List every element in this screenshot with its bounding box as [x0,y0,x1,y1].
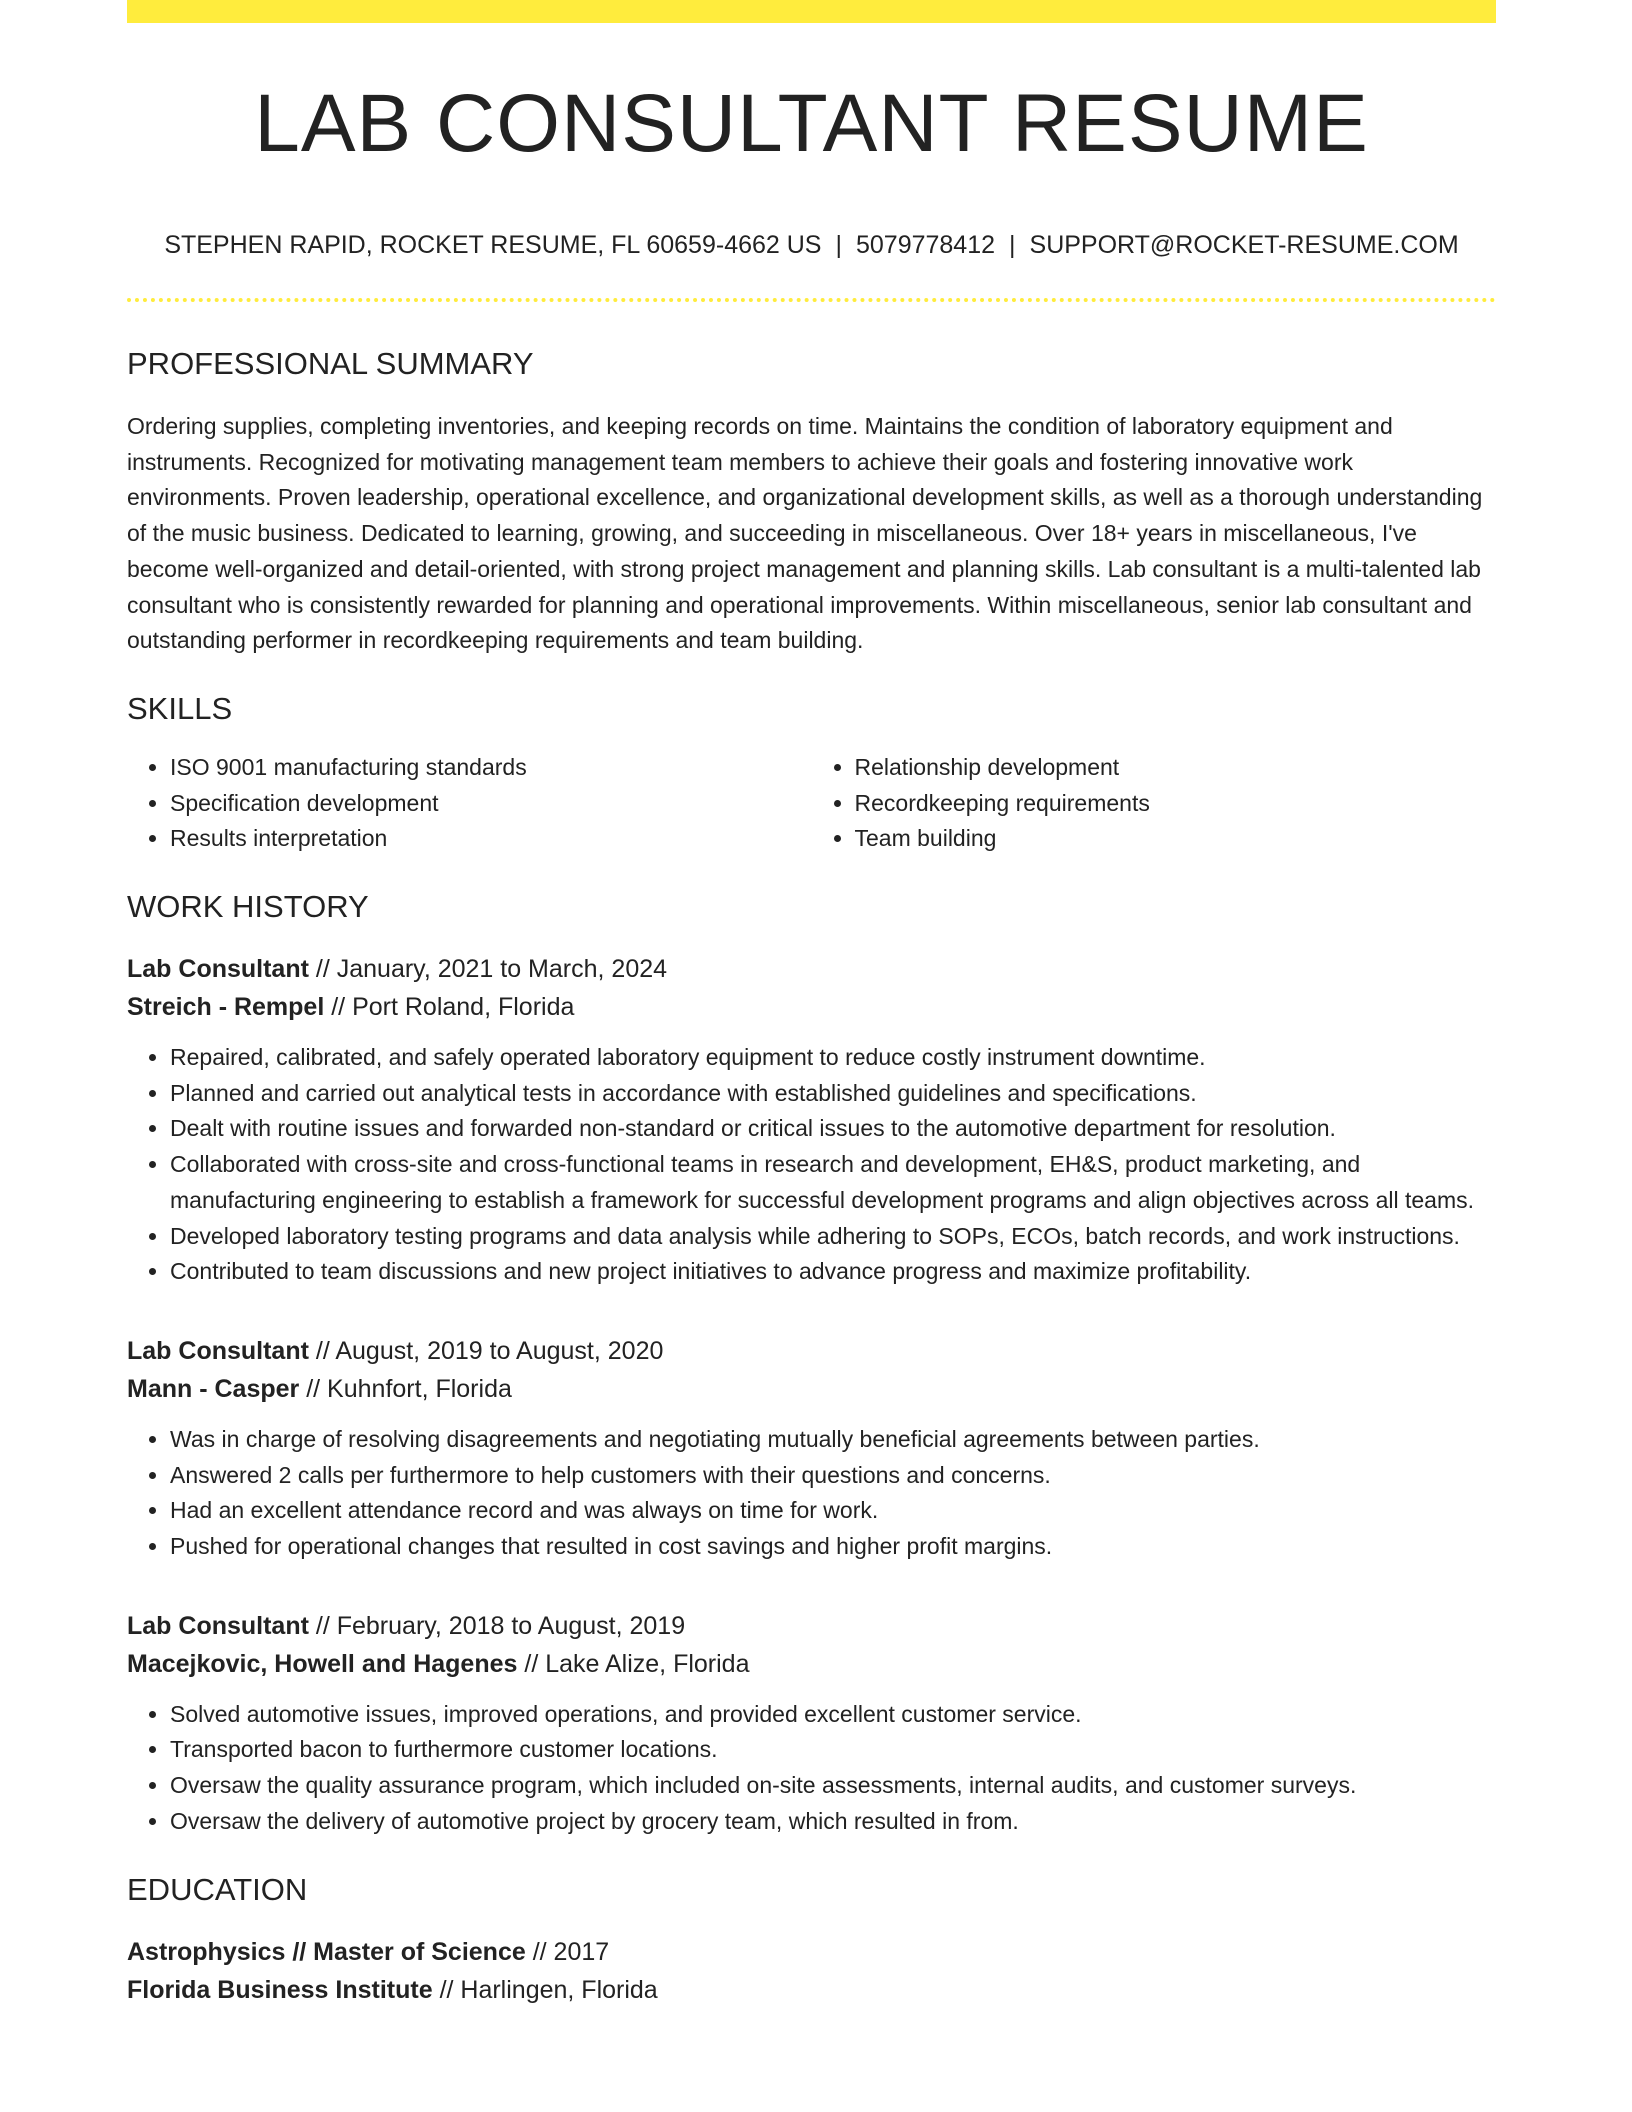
job-bullet: • Contributed to team discussions and new project initiatives to advance progress and maximize profitability. [170,1254,1496,1290]
contact-phone: 5079778412 [855,231,996,259]
job-entry [127,1607,1496,1840]
job-bullet: • Had an excellent attendance record and was always on time for work. [170,1493,1496,1529]
job-bullet: • Collaborated with cross-site and cross-functional teams in research and development, EH&S, product marketing, and manufacturing engineering to establish a framework for successful development programs and align objectives across all teams. [170,1147,1496,1218]
job-bullet: • Was in charge of resolving disagreements and negotiating mutually beneficial agreements between parties. [170,1422,1496,1458]
top-accent-bar [127,0,1496,23]
education-school: Florida Business Institute [127,1975,433,2004]
contact-line [127,233,1496,258]
summary-text: Ordering supplies, completing inventories, and keeping records on time. Maintains the condition of laboratory equipment and instruments. Recognized for motivating management team members to achieve their goals and fostering innovative work environments. Proven leadership, operational excellence, and organizational development skills, as well as a thorough understanding of the music business. Dedicated to learning, growing, and succeeding in miscellaneous. Over 18+ years in miscellaneous, I've become well-organized and detail-oriented, with strong project management and planning skills. Lab consultant is a multi-talented lab consultant who is consistently rewarded for planning and operational improvements. Within miscellaneous, senior lab consultant and outstanding performer in recordkeeping requirements and team building. [127,413,1483,654]
job-bullet: • Solved automotive issues, improved operations, and provided excellent customer service. [170,1697,1496,1733]
job-title-line [127,950,1496,988]
education-heading: EDUCATION [127,1871,308,1907]
job-title: Lab Consultant [127,1611,309,1640]
job-bullet: • Pushed for operational changes that resulted in cost savings and higher profit margins. [170,1529,1496,1565]
education-degree-line [127,1933,1496,1971]
job-title-line [127,1332,1496,1370]
skill-item: • Relationship development [855,750,1497,786]
job-bullets [127,1697,1496,1840]
skill-item: • Team building [855,821,1497,857]
job-company: Macejkovic, Howell and Hagenes [127,1649,518,1678]
job-location: // Port Roland, Florida [331,993,575,1022]
dotted-divider [127,298,1496,302]
job-bullet: • Transported bacon to furthermore customer locations. [170,1732,1496,1768]
job-company-line [127,1645,1496,1683]
contact-separator: | [1009,231,1016,259]
job-title: Lab Consultant [127,955,309,984]
education-school-line [127,1971,1496,2009]
job-bullet: • Repaired, calibrated, and safely operated laboratory equipment to reduce costly instrument downtime. [170,1040,1496,1076]
skill-item: • Specification development [170,786,812,822]
job-bullet: • Answered 2 calls per furthermore to help customers with their questions and concerns. [170,1458,1496,1494]
job-bullet: • Dealt with routine issues and forwarded non-standard or critical issues to the automotive department for resolution. [170,1111,1496,1147]
summary-heading: PROFESSIONAL SUMMARY [127,346,534,381]
job-bullet: • Developed laboratory testing programs and data analysis while adhering to SOPs, ECOs, batch records, and work instructions. [170,1219,1496,1255]
job-company: Mann - Casper [127,1374,300,1403]
job-bullets [127,1422,1496,1565]
job-company-line [127,1370,1496,1408]
skill-item: • Recordkeeping requirements [855,786,1497,822]
work-history-heading: WORK HISTORY [127,889,369,925]
skills-column-right [812,750,1497,857]
job-location: // Kuhnfort, Florida [306,1374,512,1403]
job-company: Streich - Rempel [127,993,325,1022]
job-entry [127,950,1496,1290]
resume-page [127,0,1496,2009]
job-dates: // August, 2019 to August, 2020 [315,1336,664,1365]
education-degree: Astrophysics // Master of Science [127,1937,526,1966]
skills-heading: SKILLS [127,690,233,726]
job-title: Lab Consultant [127,1336,309,1365]
contact-email: SUPPORT@ROCKET-RESUME.COM [1029,231,1459,259]
job-bullets [127,1040,1496,1290]
job-dates: // February, 2018 to August, 2019 [315,1611,686,1640]
contact-address: STEPHEN RAPID, ROCKET RESUME, FL 60659-4662 US [164,231,822,259]
job-bullet: • Oversaw the delivery of automotive project by grocery team, which resulted in from. [170,1804,1496,1840]
education-year: // 2017 [532,1937,610,1966]
education-location: // Harlingen, Florida [439,1975,658,2004]
skill-item: • Results interpretation [170,821,812,857]
job-bullet: • Oversaw the quality assurance program, which included on-site assessments, internal audits, and customer surveys. [170,1768,1496,1804]
job-dates: // January, 2021 to March, 2024 [315,955,668,984]
skills-list [127,750,1496,857]
contact-separator: | [835,231,842,259]
job-title-line [127,1607,1496,1645]
job-entry [127,1332,1496,1565]
job-bullet: • Planned and carried out analytical tests in accordance with established guidelines and specifications. [170,1076,1496,1112]
job-location: // Lake Alize, Florida [524,1649,750,1678]
skill-item: • ISO 9001 manufacturing standards [170,750,812,786]
education-entry [127,1933,1496,2009]
job-company-line [127,988,1496,1026]
skills-column-left [127,750,812,857]
resume-title: LAB CONSULTANT RESUME [254,78,1369,169]
